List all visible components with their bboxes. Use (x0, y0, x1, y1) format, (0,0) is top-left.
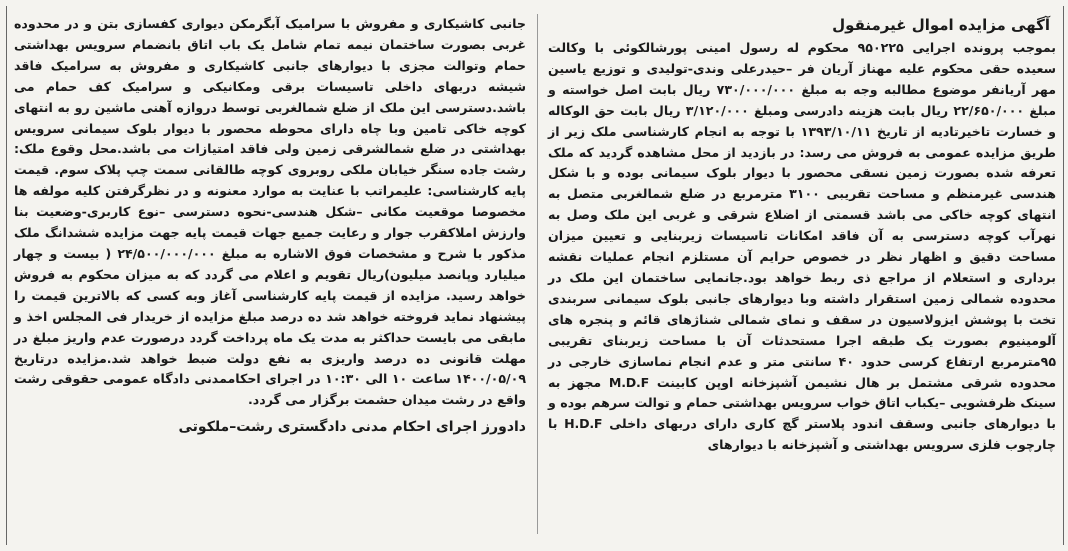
notice-left-column (14, 14, 526, 438)
notice-body-part-1: بموجب پرونده اجرایی ۹۵۰۲۲۵ محکوم له رسول امینی پورشالکوئی با وکالت سعیده حقی محکوم علیه مهناز آریان فر –حیدرعلی وندی-تولیدی و توزیع یاسین مهر آریانفر موضوع مطالبه وجه به مبلغ ۷۳۰/۰۰۰/۰۰۰ ریال بابت اصل خواسته و مبلغ ۲۲/۶۵۰/۰۰۰ ریال بابت هزینه دادرسی ومبلغ ۳/۱۲۰/۰۰۰ ریال بابت حق الوکاله و خسارت تاخیرتادیه از تاریخ ۱۳۹۳/۱۰/۱۱ با توجه به انجام کارشناسی ملک زیر از طریق مزایده عمومی به فروش می رسد: در بازدید از محل مشاهده گردید که ملک تعرفه شده بصورت زمین نسقی محصور با دیوار بلوک سیمانی بوده و با شکل هندسی غیرمنظم و مساحت تقریبی ۳۱۰۰ مترمربع در ضلع شمالغربی متصل به انتهای کوچه خاکی می باشد قسمتی از اضلاع شرقی و غربی این ملک وصل به نهرآب کوچه دسترسی به آن فاقد امکانات تاسیسات زیربنایی و تعیین میزان مساحت دقیق و اظهار نظر در خصوص حرایم آن مستلزم انجام عملیات نقشه برداری و استعلام از مراجع ذی ربط خواهد بود.جانمایی ساختمان این ملک در محدوده شمالی زمین استقرار داشته وبا دیوارهای جانبی بلوک سیمانی سربندی تخت با پوشش ایزولاسیون در سقف و نمای شمالی شناژهای قائم و پنجره های آلومینیوم بصورت یک طبقه اجرا مستحدثات آن با مساحت زیربنای تقریبی ۹۵مترمربع ارتفاع کرسی حدود ۴۰ سانتی متر و عدم انجام نماسازی خارجی در محدوده شرقی مشتمل بر هال نشیمن آشپزخانه اوپن کابینت M.D.F مجهز به سینک ظرفشویی –یکباب اتاق خواب سرویس بهداشتی حمام و توالت سرهم بوده و با دیوارهای جانبی وسقف اندود پلاستر گچ کاری دارای دربهای داخلی H.D.F با چارچوب فلزی سرویس بهداشتی و آشپزخانه با دیوارهای (548, 40, 1057, 453)
notice-right-column (548, 14, 1056, 456)
notice-body-part-2: جانبی کاشیکاری و مفروش با سرامیک آبگرمکن دیواری کفسازی بتن و در محدوده غربی بصورت ساختمان نیمه تمام شامل یک باب اتاق بانضمام سرویس بهداشتی حمام وتوالت مجزی با دیوارهای جانبی کاشیکاری و مفروش به سرامیک فاقد شیشه دربهای داخلی تاسیسات برقی ومکانیکی و سرامیک کف حمام می باشد.دسترسی این ملک از ضلع شمالغربی توسط دروازه آهنی ماشین رو به انتهای کوچه خاکی تامین وبا چاه دارای محوطه محصور با دیوار بلوک سیمانی سرویس بهداشتی در ضلع شمالشرقی زمین ولی فاقد امتیازات می باشد.محل وقوع ملک: رشت جاده سنگر خیابان ملکی روبروی کوچه طالقانی سمت چپ پلاک سوم. قیمت پایه کارشناسی: علیمراتب با عنایت به موارد معنونه و در نظرگرفتن کلیه مولفه ها مخصوصا موقعیت مکانی –شکل هندسی-نحوه دسترسی –نوع کاربری-وضعیت بنا وارزش املاکقرب جوار و رعایت جمیع جهات قیمت پایه جهت مزایده ششدانگ ملک مذکور با شرح و مشخصات فوق الاشاره به مبلغ ۲۴/۵۰۰/۰۰۰/۰۰۰ ( بیست و چهار میلیارد وپانصد میلیون)ریال تقویم و اعلام می گردد که به میزان محکوم به فروش خواهد رسید. مزایده از قیمت پایه کارشناسی آغاز وبه کسی که بالاترین قیمت را پیشنهاد نماید فروخته خواهد شد ده درصد مبلغ مزایده از خریدار فی المجلس اخذ و مابقی می بایست حداکثر به مدت یک ماه پرداخت گردد درصورت عدم واریز مبلغ در مهلت قانونی ده درصد واریزی به نفع دولت ضبط خواهد شد.مزایده درتاریخ ۱۴۰۰/۰۵/۰۹ ساعت ۱۰ الی ۱۰:۳۰ در اجرای احکاممدنی دادگاه عمومی حقوقی رشت واقع در رشت میدان حشمت برگزار می گردد. (14, 16, 527, 408)
notice-title: آگهی مزایده اموال غیرمنقول (832, 16, 1050, 34)
notice-signature: دادورز اجرای احکام مدنی دادگستری رشت–ملکوتی (178, 419, 526, 436)
column-divider (537, 14, 538, 534)
